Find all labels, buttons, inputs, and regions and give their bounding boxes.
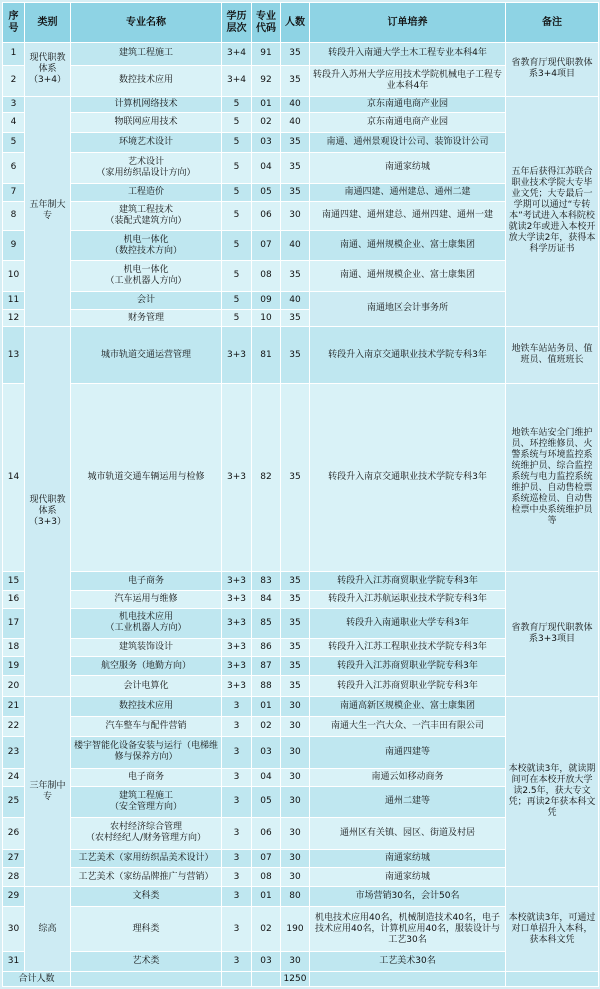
major-name — [71, 887, 222, 906]
degree-level: 3 — [222, 849, 252, 867]
enrollment-count: 30 — [281, 201, 310, 231]
major-name-text: 汽车整车与配件营销 — [105, 721, 187, 732]
order-training: 市场营销30名，会计50名 — [310, 887, 506, 906]
order-training: 转段升入苏州大学应用技术学院机械电子工程专业本科4年 — [310, 65, 506, 96]
major-direction: （装配式建筑方向） — [105, 215, 187, 226]
major-code: 07 — [252, 231, 281, 261]
row-seq: 30 — [3, 906, 25, 952]
header-training: 订单培养 — [310, 3, 506, 43]
order-training: 南通、通州规模企业、富士康集团 — [310, 231, 506, 261]
major-name — [71, 231, 222, 261]
major-direction: （农村经纪人/财务管理方向） — [85, 833, 207, 844]
header-count: 人数 — [281, 3, 310, 43]
major-code: 91 — [252, 43, 281, 66]
row-seq: 26 — [3, 817, 25, 849]
order-training: 转段升入南京交通职业技术学院专科3年 — [310, 327, 506, 384]
enrollment-count: 35 — [281, 309, 310, 326]
degree-level: 5 — [222, 291, 252, 309]
row-seq: 29 — [3, 887, 25, 906]
degree-level: 5 — [222, 184, 252, 201]
major-name — [71, 152, 222, 184]
total-value: 1250 — [281, 972, 310, 987]
enrollment-count: 190 — [281, 906, 310, 952]
order-training: 南通四建等 — [310, 736, 506, 768]
category-cell: 三年制中专 — [25, 696, 71, 887]
degree-level: 3 — [222, 867, 252, 886]
major-code: 81 — [252, 327, 281, 384]
degree-level: 3 — [222, 786, 252, 817]
row-seq: 27 — [3, 849, 25, 867]
major-code: 03 — [252, 952, 281, 972]
row-seq: 11 — [3, 291, 25, 309]
major-code: 05 — [252, 184, 281, 201]
order-training: 通州区有关镇、园区、街道及村居 — [310, 817, 506, 849]
header-remark: 备注 — [506, 3, 599, 43]
major-code: 01 — [252, 696, 281, 717]
major-code: 03 — [252, 133, 281, 152]
enrollment-count: 35 — [281, 384, 310, 572]
row-seq: 23 — [3, 736, 25, 768]
major-name — [71, 696, 222, 717]
enrollment-count: 30 — [281, 736, 310, 768]
major-name-text: 会计电算化 — [123, 680, 169, 691]
order-training: 工艺美术30名 — [310, 952, 506, 972]
major-name — [71, 572, 222, 590]
enrollment-count: 35 — [281, 133, 310, 152]
table-row — [3, 696, 599, 717]
order-training: 南通家纺城 — [310, 152, 506, 184]
major-name-text: 电子商务 — [127, 771, 164, 782]
major-name — [71, 65, 222, 96]
degree-level: 5 — [222, 96, 252, 112]
major-name — [71, 817, 222, 849]
row-seq: 17 — [3, 608, 25, 638]
major-name-text: 计算机网络技术 — [114, 98, 178, 109]
major-name-text: 航空服务（地勤方向） — [100, 660, 191, 671]
degree-level: 3 — [222, 952, 252, 972]
major-name — [71, 768, 222, 786]
row-seq: 28 — [3, 867, 25, 886]
remark-cell: 本校就读3年，可通过对口单招升入本科，获本科文凭 — [506, 887, 599, 972]
major-code: 84 — [252, 590, 281, 608]
enrollment-count: 30 — [281, 717, 310, 736]
major-direction: （工业机器人方向） — [105, 623, 187, 634]
major-code: 08 — [252, 867, 281, 886]
category-cell: 现代职教体系（3+3） — [25, 327, 71, 697]
order-training: 南通、通州规模企业、富士康集团 — [310, 260, 506, 291]
major-name — [71, 96, 222, 112]
remark-cell: 五年后获得江苏联合职业技术学院大专毕业文凭；大专最后一学期可以通过“专转本”考试进入本科院校就读2年或进入本校开放大学读2年，获得本科学历证书 — [506, 96, 599, 326]
row-seq: 7 — [3, 184, 25, 201]
major-code: 83 — [252, 572, 281, 590]
major-code: 08 — [252, 260, 281, 291]
header-row — [3, 3, 599, 43]
table-row — [3, 384, 599, 572]
row-seq: 6 — [3, 152, 25, 184]
major-name-text: 理科类 — [132, 923, 160, 934]
degree-level: 5 — [222, 112, 252, 133]
enrollment-count: 40 — [281, 291, 310, 309]
degree-level: 3+3 — [222, 638, 252, 656]
major-name — [71, 309, 222, 326]
major-code: 10 — [252, 309, 281, 326]
remark-cell: 省教育厅现代职教体系3+3项目 — [506, 572, 599, 696]
major-name-text: 财务管理 — [127, 312, 164, 323]
row-seq: 19 — [3, 656, 25, 675]
enrollment-count: 40 — [281, 112, 310, 133]
major-name-text: 机电技术应用 — [118, 612, 173, 623]
major-code: 82 — [252, 384, 281, 572]
degree-level: 5 — [222, 201, 252, 231]
major-code: 04 — [252, 768, 281, 786]
major-name-text: 汽车运用与维修 — [114, 593, 178, 604]
row-seq: 1 — [3, 43, 25, 66]
row-seq: 14 — [3, 384, 25, 572]
enrollment-count: 35 — [281, 260, 310, 291]
major-name-text: 艺术设计 — [127, 156, 164, 167]
major-code: 04 — [252, 152, 281, 184]
major-name-text: 数控技术应用 — [118, 701, 173, 712]
degree-level: 3+3 — [222, 590, 252, 608]
header-code: 专业代码 — [252, 3, 281, 43]
enrollment-count: 30 — [281, 786, 310, 817]
header-category: 类别 — [25, 3, 71, 43]
table-row — [3, 43, 599, 66]
degree-level: 3 — [222, 887, 252, 906]
order-training: 南通高新区规模企业、富士康集团 — [310, 696, 506, 717]
order-training: 南通大生一汽大众、一汽丰田有限公司 — [310, 717, 506, 736]
row-seq: 22 — [3, 717, 25, 736]
major-direction: （家用纺织品设计方向） — [96, 167, 196, 178]
header-seq: 序号 — [3, 3, 25, 43]
major-name-text: 工程造价 — [127, 187, 164, 198]
enrollment-count: 30 — [281, 817, 310, 849]
enrollment-count: 35 — [281, 590, 310, 608]
row-seq: 9 — [3, 231, 25, 261]
row-seq: 15 — [3, 572, 25, 590]
degree-level: 3 — [222, 736, 252, 768]
order-training: 转段升入南通大学土木工程专业本科4年 — [310, 43, 506, 66]
major-name-text: 工艺美术（家用纺织品美术设计） — [78, 852, 214, 863]
major-name-text: 文科类 — [132, 891, 160, 902]
major-name — [71, 638, 222, 656]
major-direction: （安全管理方向） — [109, 801, 182, 812]
enrollment-count: 35 — [281, 676, 310, 697]
total-label: 合计人数 — [3, 972, 71, 987]
major-code: 03 — [252, 736, 281, 768]
row-seq: 21 — [3, 696, 25, 717]
order-training: 机电技术应用40名，机械制造技术40名，电子技术应用40名，计算机应用40名，服装设计与工艺30名 — [310, 906, 506, 952]
major-name — [71, 43, 222, 66]
degree-level: 5 — [222, 133, 252, 152]
major-name-text: 建筑装饰设计 — [118, 641, 173, 652]
degree-level: 5 — [222, 260, 252, 291]
enrollment-count: 35 — [281, 184, 310, 201]
major-name-text: 建筑工程施工 — [118, 48, 173, 59]
remark-cell: 地铁车站安全门维护员、环控维修员、火警系统与环境监控系统维护员、综合监控系统与电力监控系统维护员、自动售检票系统巡检员、自动售检票中央系统维护员等 — [506, 384, 599, 572]
major-name — [71, 291, 222, 309]
row-seq: 3 — [3, 96, 25, 112]
order-training: 南通家纺城 — [310, 849, 506, 867]
major-code: 92 — [252, 65, 281, 96]
major-name-text: 物联网应用技术 — [114, 116, 178, 127]
degree-level: 3+3 — [222, 676, 252, 697]
row-seq: 25 — [3, 786, 25, 817]
major-name — [71, 384, 222, 572]
major-direction: （数控技术方向） — [109, 245, 182, 256]
enrollment-count: 35 — [281, 327, 310, 384]
order-training: 通州二建等 — [310, 786, 506, 817]
major-code: 01 — [252, 887, 281, 906]
row-seq: 4 — [3, 112, 25, 133]
major-code: 88 — [252, 676, 281, 697]
enrollment-count: 35 — [281, 608, 310, 638]
row-seq: 5 — [3, 133, 25, 152]
major-name-text: 艺术类 — [132, 956, 160, 967]
order-training: 南通家纺城 — [310, 867, 506, 886]
enrollment-count: 40 — [281, 231, 310, 261]
enrollment-table-container — [2, 2, 598, 987]
major-name-text: 城市轨道交通运营管理 — [100, 349, 191, 360]
major-name — [71, 952, 222, 972]
row-seq: 18 — [3, 638, 25, 656]
major-code: 05 — [252, 786, 281, 817]
remark-cell: 地铁车站站务员、值班员、值班班长 — [506, 327, 599, 384]
enrollment-count: 35 — [281, 638, 310, 656]
degree-level: 3+3 — [222, 608, 252, 638]
major-code: 07 — [252, 849, 281, 867]
major-code: 02 — [252, 906, 281, 952]
degree-level: 5 — [222, 231, 252, 261]
order-training: 南通、通州景观设计公司、装饰设计公司 — [310, 133, 506, 152]
enrollment-count: 35 — [281, 656, 310, 675]
enrollment-count: 35 — [281, 152, 310, 184]
enrollment-table — [2, 2, 599, 987]
table-row — [3, 96, 599, 112]
major-code: 09 — [252, 291, 281, 309]
remark-cell: 本校就读3年，就读期间可在本校开放大学读2.5年，获大专文凭；再读2年获本科文凭 — [506, 696, 599, 887]
enrollment-count: 35 — [281, 43, 310, 66]
row-seq: 13 — [3, 327, 25, 384]
order-training: 京东南通电商产业园 — [310, 96, 506, 112]
degree-level: 3+3 — [222, 384, 252, 572]
major-name-text: 建筑工程技术 — [118, 204, 173, 215]
row-seq: 16 — [3, 590, 25, 608]
enrollment-count: 35 — [281, 572, 310, 590]
major-name — [71, 867, 222, 886]
remark-cell: 省教育厅现代职教体系3+4项目 — [506, 43, 599, 97]
order-training: 南通四建、通州建总、通州四建、通州一建 — [310, 201, 506, 231]
degree-level: 5 — [222, 152, 252, 184]
enrollment-count: 30 — [281, 849, 310, 867]
table-row — [3, 572, 599, 590]
major-name-text: 会计 — [136, 294, 155, 305]
order-training: 转段升入江苏商贸职业学院专科3年 — [310, 572, 506, 590]
degree-level: 3 — [222, 717, 252, 736]
major-code: 02 — [252, 112, 281, 133]
category-cell: 五年制大专 — [25, 96, 71, 326]
header-major: 专业名称 — [71, 3, 222, 43]
row-seq: 31 — [3, 952, 25, 972]
major-name — [71, 590, 222, 608]
order-training: 南通地区会计事务所 — [310, 291, 506, 326]
degree-level: 3 — [222, 906, 252, 952]
header-level: 学历层次 — [222, 3, 252, 43]
major-name — [71, 676, 222, 697]
degree-level: 3+4 — [222, 65, 252, 96]
row-seq: 20 — [3, 676, 25, 697]
major-name — [71, 184, 222, 201]
order-training: 转段升入江苏工程职业技术学院专科3年 — [310, 638, 506, 656]
major-name — [71, 786, 222, 817]
major-name — [71, 849, 222, 867]
category-cell: 现代职教体系（3+4） — [25, 43, 71, 97]
major-code: 86 — [252, 638, 281, 656]
row-seq: 2 — [3, 65, 25, 96]
major-code: 02 — [252, 717, 281, 736]
enrollment-count: 30 — [281, 867, 310, 886]
order-training: 转段升入江苏商贸职业学院专科3年 — [310, 676, 506, 697]
major-name-text: 机电一体化 — [123, 234, 169, 245]
degree-level: 3 — [222, 768, 252, 786]
major-name — [71, 656, 222, 675]
row-seq: 12 — [3, 309, 25, 326]
order-training: 南通云如移动商务 — [310, 768, 506, 786]
major-name — [71, 717, 222, 736]
enrollment-count: 80 — [281, 887, 310, 906]
degree-level: 3+4 — [222, 43, 252, 66]
table-row — [3, 887, 599, 906]
enrollment-count: 30 — [281, 696, 310, 717]
row-seq: 10 — [3, 260, 25, 291]
degree-level: 3 — [222, 696, 252, 717]
enrollment-count: 30 — [281, 768, 310, 786]
enrollment-count: 35 — [281, 65, 310, 96]
order-training: 南通四建、通州建总、通州二建 — [310, 184, 506, 201]
table-row — [3, 327, 599, 384]
major-name — [71, 112, 222, 133]
major-name-text: 建筑工程施工 — [118, 790, 173, 801]
major-name-text: 电子商务 — [127, 575, 164, 586]
degree-level: 3+3 — [222, 656, 252, 675]
order-training: 转段升入江苏商贸职业学院专科3年 — [310, 656, 506, 675]
major-name-text: 农村经济综合管理 — [109, 822, 182, 833]
major-name — [71, 327, 222, 384]
degree-level: 3+3 — [222, 572, 252, 590]
major-name-text: 数控技术应用 — [118, 75, 173, 86]
degree-level: 5 — [222, 309, 252, 326]
major-name — [71, 260, 222, 291]
major-name — [71, 133, 222, 152]
major-name — [71, 608, 222, 638]
major-name-text: 环境艺术设计 — [118, 136, 173, 147]
row-seq: 8 — [3, 201, 25, 231]
degree-level: 3+3 — [222, 327, 252, 384]
order-training: 京东南通电商产业园 — [310, 112, 506, 133]
order-training: 转段升入南通职业大学专科3年 — [310, 608, 506, 638]
major-name — [71, 201, 222, 231]
order-training: 转段升入南京交通职业技术学院专科3年 — [310, 384, 506, 572]
major-name-text: 机电一体化 — [123, 264, 169, 275]
major-code: 87 — [252, 656, 281, 675]
major-name-text: 城市轨道交通车辆运用与检修 — [87, 472, 205, 483]
major-direction: （工业机器人方向） — [105, 275, 187, 286]
major-name-text: 楼宇智能化设备安装与运行（电梯维修与保养方向） — [73, 741, 218, 763]
major-name-text: 工艺美术（家纺品牌推广与营销） — [78, 871, 214, 882]
category-cell: 综高 — [25, 887, 71, 972]
order-training: 转段升入江苏航运职业技术学院专科3年 — [310, 590, 506, 608]
major-name — [71, 906, 222, 952]
major-code: 06 — [252, 817, 281, 849]
row-seq: 24 — [3, 768, 25, 786]
enrollment-count: 30 — [281, 952, 310, 972]
major-name — [71, 736, 222, 768]
enrollment-count: 40 — [281, 96, 310, 112]
degree-level: 3 — [222, 817, 252, 849]
total-row — [3, 972, 599, 987]
major-code: 06 — [252, 201, 281, 231]
major-code: 01 — [252, 96, 281, 112]
major-code: 85 — [252, 608, 281, 638]
